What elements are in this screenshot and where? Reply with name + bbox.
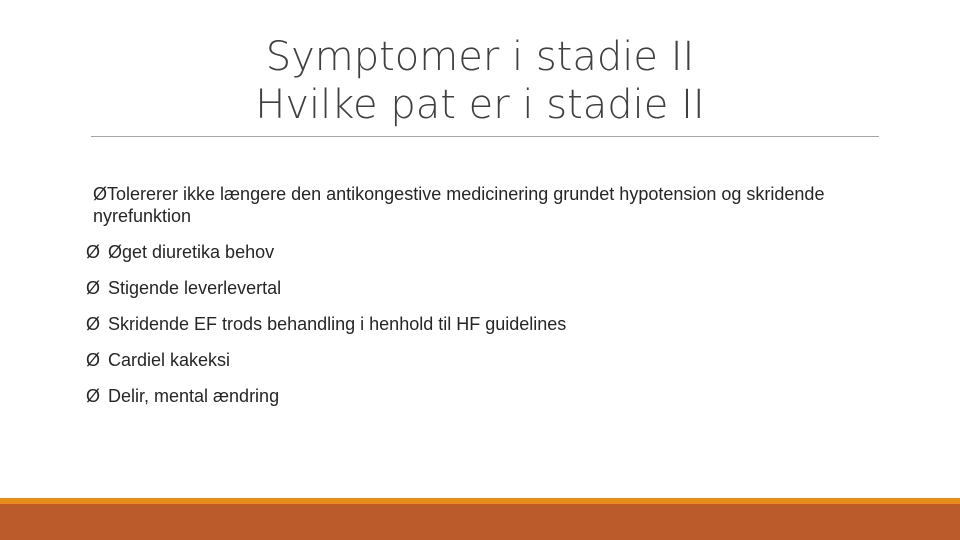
bullet-item-6 — [86, 385, 876, 407]
title-line-2: Hvilke pat er i stadie II — [255, 82, 705, 128]
arrow-bullet-icon: Ø — [86, 386, 101, 406]
bullet-item-4 — [86, 313, 876, 335]
arrow-bullet-icon: Ø — [86, 314, 101, 334]
arrow-bullet-icon: Ø — [93, 184, 108, 204]
bullet-list — [86, 183, 876, 421]
bullet-item-5 — [86, 349, 876, 371]
arrow-bullet-icon: Ø — [86, 350, 101, 370]
bullet-text-2: Øget diuretika behov — [108, 242, 275, 262]
title-divider — [91, 136, 879, 137]
bullet-text-5: Cardiel kakeksi — [108, 350, 231, 370]
arrow-bullet-icon: Ø — [86, 278, 101, 298]
bullet-text-3: Stigende leverlevertal — [108, 278, 282, 298]
bullet-text-6: Delir, mental ændring — [108, 386, 280, 406]
bullet-text-4: Skridende EF trods behandling i henhold til HF guidelines — [108, 314, 567, 334]
slide-title — [80, 33, 880, 129]
bullet-item-2 — [86, 241, 876, 263]
bullet-text-1: Tolererer ikke længere den antikongestive medicinering grundet hypotension og skridende nyrefunktion — [93, 184, 825, 226]
bullet-item-3 — [86, 277, 876, 299]
footer-bar — [0, 504, 960, 540]
arrow-bullet-icon: Ø — [86, 242, 101, 262]
title-line-1: Symptomer i stadie II — [265, 34, 695, 80]
bullet-item-1 — [86, 183, 876, 227]
